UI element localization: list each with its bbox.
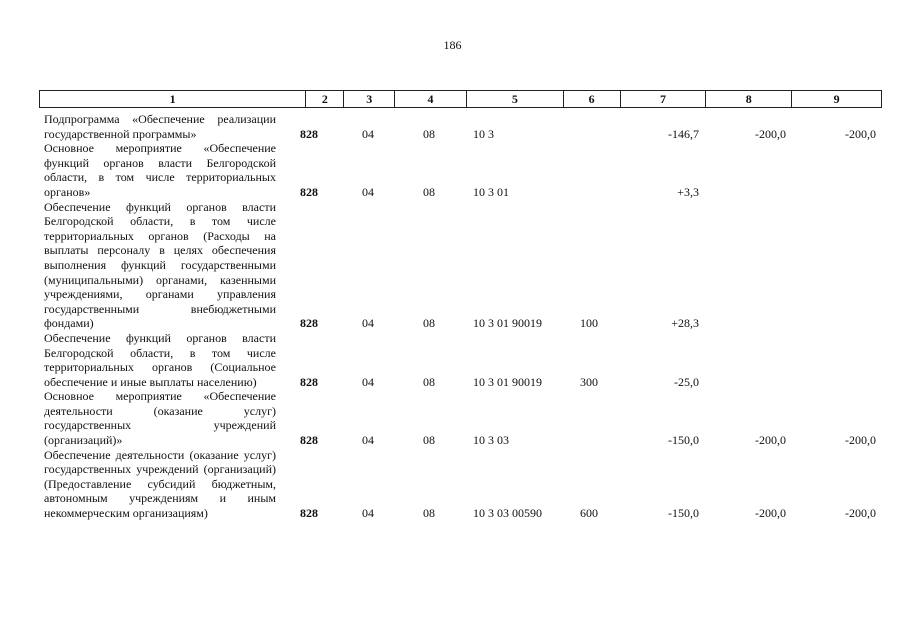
cell-col-5: 10 3: [473, 126, 494, 141]
cell-col-2: 828: [300, 316, 318, 331]
cell-col-4: 08: [423, 506, 435, 521]
cell-col-3: 04: [362, 184, 374, 199]
row-description: Основное мероприятие «Обеспечение деятельности (оказание услуг) государственных учреждений (организаций)»: [44, 389, 276, 448]
cell-col-7: +3,3: [677, 184, 699, 199]
cell-col-7: -150,0: [668, 506, 699, 521]
table-row: [0, 389, 905, 447]
header-col-3: 3: [344, 91, 395, 107]
header-col-8: 8: [706, 91, 792, 107]
cell-col-4: 08: [423, 126, 435, 141]
row-description: Подпрограмма «Обеспечение реализации государственной программы»: [44, 112, 276, 141]
header-col-7: 7: [621, 91, 707, 107]
row-description: Обеспечение деятельности (оказание услуг) государственных учреждений (организаций) (Предоставление субсидий бюджетным, автономным учреждениям и иным некоммерческим организациям): [44, 447, 276, 521]
cell-col-3: 04: [362, 433, 374, 448]
row-description: Обеспечение функций органов власти Белгородской области, в том числе территориальных органов (Социальное обеспечение и иные выплаты населению): [44, 330, 276, 389]
cell-col-6: 100: [580, 316, 598, 331]
cell-col-3: 04: [362, 126, 374, 141]
cell-col-5: 10 3 01 90019: [473, 374, 542, 389]
cell-col-9: -200,0: [845, 433, 876, 448]
cell-col-2: 828: [300, 506, 318, 521]
cell-col-7: +28,3: [671, 316, 699, 331]
cell-col-7: -25,0: [674, 374, 699, 389]
cell-col-7: -150,0: [668, 433, 699, 448]
row-description: Обеспечение функций органов власти Белгородской области, в том числе территориальных органов (Расходы на выплаты персоналу в целях обеспечения выполнения функций государственными (муниципальными) органами, казенными учреждениями, органами управления государственными внебюджетными фондами): [44, 199, 276, 331]
page-number: 186: [443, 38, 462, 52]
header-col-9: 9: [833, 92, 840, 106]
cell-col-6: 600: [580, 506, 598, 521]
table-row: [0, 141, 905, 199]
cell-col-8: -200,0: [755, 506, 786, 521]
table-row: [0, 200, 905, 331]
table-row: [0, 448, 905, 521]
cell-col-3: 04: [362, 374, 374, 389]
header-col-1: 1: [40, 91, 306, 107]
cell-col-5: 10 3 03 00590: [473, 506, 542, 521]
table-header-row: [39, 90, 882, 108]
cell-col-4: 08: [423, 433, 435, 448]
cell-col-5: 10 3 01 90019: [473, 316, 542, 331]
cell-col-5: 10 3 01: [473, 184, 509, 199]
header-col-5: 5: [467, 91, 564, 107]
cell-col-3: 04: [362, 506, 374, 521]
cell-col-7: -146,7: [668, 126, 699, 141]
header-col-2: 2: [306, 91, 344, 107]
cell-col-4: 08: [423, 374, 435, 389]
table-row: [0, 331, 905, 389]
cell-col-6: 300: [580, 374, 598, 389]
cell-col-8: -200,0: [755, 126, 786, 141]
table-row: [0, 112, 905, 141]
cell-col-2: 828: [300, 184, 318, 199]
cell-col-3: 04: [362, 316, 374, 331]
header-col-4: 4: [395, 91, 467, 107]
header-col-6: 6: [564, 91, 621, 107]
cell-col-2: 828: [300, 374, 318, 389]
cell-col-2: 828: [300, 433, 318, 448]
cell-col-9: -200,0: [845, 506, 876, 521]
cell-col-5: 10 3 03: [473, 433, 509, 448]
cell-col-2: 828: [300, 126, 318, 141]
row-description: Основное мероприятие «Обеспечение функций органов власти Белгородской области, в том числе территориальных органов»: [44, 141, 276, 199]
cell-col-4: 08: [423, 316, 435, 331]
cell-col-8: -200,0: [755, 433, 786, 448]
cell-col-4: 08: [423, 184, 435, 199]
cell-col-9: -200,0: [845, 126, 876, 141]
table-body: [0, 112, 905, 521]
